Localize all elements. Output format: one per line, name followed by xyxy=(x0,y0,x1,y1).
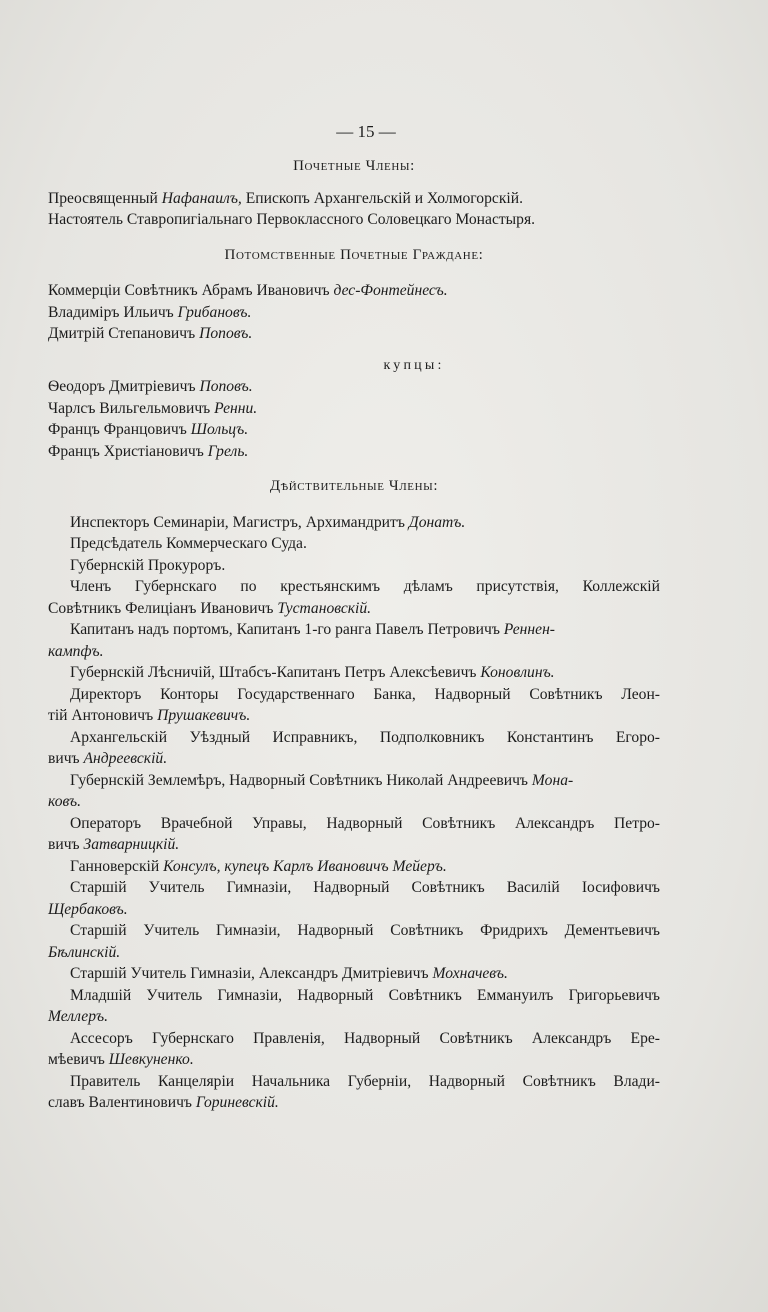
list-item: Правитель Канцеляріи Начальника Губерніи, Надворный Совѣтникъ Влади- xyxy=(70,1072,660,1090)
list-item: Ганноверскій Консулъ, купецъ Карлъ Ивановичъ Мейеръ. xyxy=(70,857,447,875)
list-item: Преосвященный Нафанаилъ, Епископъ Архангельскій и Холмогорскій. xyxy=(48,189,523,207)
section-heading-honorary: Почетные Члены: xyxy=(293,158,415,174)
list-item: Францъ Францовичъ Шольцъ. xyxy=(48,421,249,438)
list-item: Меллеръ. xyxy=(48,1008,108,1025)
list-item: Чарлсъ Вильгельмовичъ Ренни. xyxy=(48,399,258,417)
list-item: мѣевичъ Шевкуненко. xyxy=(48,1051,194,1068)
list-item: Старшій Учитель Гимназіи, Надворный Совѣтникъ Фридрихъ Дементьевичъ xyxy=(70,922,660,939)
list-item: Коммерціи Совѣтникъ Абрамъ Ивановичъ дес-Фонтейнесъ. xyxy=(48,282,448,299)
list-item: Губернскій Прокуроръ. xyxy=(70,556,226,574)
list-item: Совѣтникъ Фелиціанъ Ивановичъ Тустановскій. xyxy=(48,599,372,617)
list-item: Ѳеодоръ Дмитріевичъ Поповъ. xyxy=(48,378,253,395)
list-item: Бѣлинскій. xyxy=(48,943,121,961)
active-members-list xyxy=(48,512,660,1114)
list-item: Операторъ Врачебной Управы, Надворный Совѣтникъ Александръ Петро- xyxy=(70,814,660,832)
list-item: Младшій Учитель Гимназіи, Надворный Совѣтникъ Еммануилъ Григорьевичъ xyxy=(70,986,660,1004)
section-heading-merchants: купцы: xyxy=(383,357,445,373)
list-item: кампфъ. xyxy=(48,642,104,660)
list-item: вичъ Андреевскій. xyxy=(48,750,168,767)
list-item: славъ Валентиновичъ Гориневскій. xyxy=(48,1094,279,1111)
list-item: Старшій Учитель Гимназіи, Надворный Совѣтникъ Василій Іосифовичъ xyxy=(70,879,660,896)
list-item: Дмитрій Степановичъ Поповъ. xyxy=(48,325,253,342)
list-item: Архангельскій Уѣздный Исправникъ, Подполковникъ Константинъ Егоро- xyxy=(70,728,660,746)
list-item: Капитанъ надъ портомъ, Капитанъ 1-го ранга Павелъ Петровичъ Реннен- xyxy=(70,621,556,638)
list-item: Директоръ Конторы Государственнаго Банка, Надворный Совѣтникъ Леон- xyxy=(70,685,660,703)
list-item: Францъ Христіановичъ Грель. xyxy=(48,442,249,460)
section-heading-hereditary: Потомственные Почетные Граждане: xyxy=(224,246,484,263)
list-item: Старшій Учитель Гимназіи, Александръ Дмитріевичъ Мохначевъ. xyxy=(70,965,508,982)
list-item: тій Антоновичъ Прушакевичъ. xyxy=(48,707,251,724)
list-item: вичъ Затварницкій. xyxy=(48,836,180,853)
section-heading-active-members: Дѣйствительные Члены: xyxy=(269,478,439,494)
list-item: Инспекторъ Семинаріи, Магистръ, Архимандритъ Донатъ. xyxy=(70,513,466,531)
page-text xyxy=(48,118,660,1114)
list-item: Ассесоръ Губернскаго Правленія, Надворный Совѣтникъ Александръ Ере- xyxy=(70,1029,660,1047)
list-item: Членъ Губернскаго по крестьянскимъ дѣламъ присутствія, Коллежскій xyxy=(70,578,660,595)
list-item: Щербаковъ. xyxy=(48,900,128,918)
list-item: Губернскій Лѣсничій, Штабсъ-Капитанъ Петръ Алексѣевичъ Коновлинъ. xyxy=(70,664,555,681)
list-item: ковъ. xyxy=(48,793,82,810)
list-item: Губернскій Землемѣръ, Надворный Совѣтникъ Николай Андреевичъ Мона- xyxy=(70,771,574,789)
list-item: Предсѣдатель Коммерческаго Суда. xyxy=(70,535,307,552)
page-number: — 15 — xyxy=(336,122,396,141)
list-item: Владиміръ Ильичъ Грибановъ. xyxy=(48,303,252,321)
list-item: Настоятель Ставропигіальнаго Первоклассного Соловецкаго Монастыря. xyxy=(48,211,536,228)
